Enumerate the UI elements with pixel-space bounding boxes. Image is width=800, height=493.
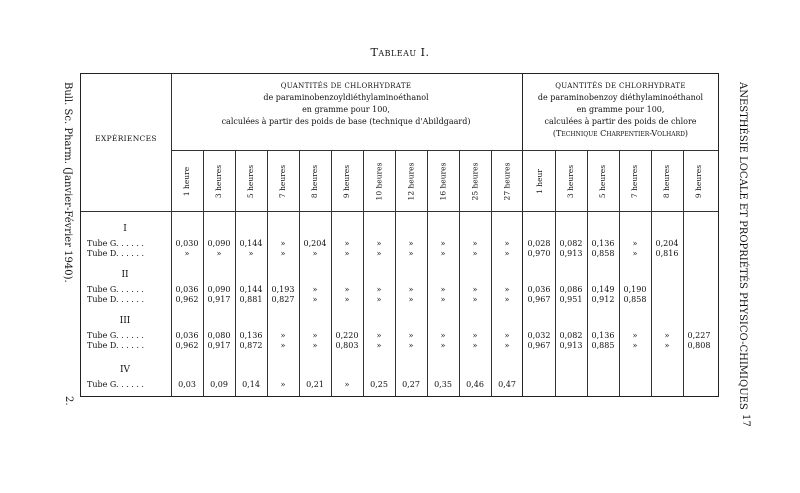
header-bottom-rule [81,211,718,212]
table-cell: » [440,249,446,258]
table-cell: 0,21 [306,380,324,389]
table-cell: » [216,249,222,258]
table-cell: 0,204 [655,239,679,248]
table-cell: » [504,285,510,294]
table-cell: 0,036 [175,285,199,294]
table-cell: 0,967 [527,341,551,350]
hour-header [331,154,363,208]
hour-header [267,154,299,208]
table-cell: » [440,331,446,340]
table-cell: » [312,341,318,350]
table-cell: » [376,285,382,294]
table-cell: 0,858 [591,249,615,258]
table-cell: » [504,341,510,350]
table-cell: » [472,239,478,248]
row-label: Tube D. . . . . . [87,341,144,350]
table-cell: 0,090 [207,285,231,294]
hour-header [427,154,459,208]
table-cell: » [408,239,414,248]
table-cell: » [632,341,638,350]
block1-line3: en gramme pour 100, [302,105,390,114]
table-cell: 0,227 [687,331,711,340]
block2-line1: QUANTITÉS DE CHLORHYDRATE [555,82,686,90]
table-cell: 0,951 [559,295,583,304]
table-cell: 0,827 [271,295,295,304]
row-label: Tube D. . . . . . [87,249,144,258]
table-cell: » [472,331,478,340]
block1-line1: QUANTITÉS DE CHLORHYDRATE [280,82,412,90]
table-cell: 0,816 [655,249,679,258]
table-title: Tableau I. [370,46,430,59]
hour-label: 7 heures [278,164,288,198]
table-cell: 0,808 [687,341,711,350]
table-cell: 0,14 [242,380,260,389]
group-label: III [119,316,131,326]
data-table [80,73,719,397]
table-cell: 0,136 [591,239,615,248]
table-cell: » [664,341,670,350]
table-cell: 0,962 [175,341,199,350]
hour-label: 5 heures [246,164,256,198]
table-cell: 0,962 [175,295,199,304]
table-cell: 0,204 [303,239,327,248]
hour-header [651,154,683,208]
hour-header [171,154,203,208]
table-cell: » [472,295,478,304]
table-cell: 0,913 [559,249,583,258]
signature-mark: 2. [63,396,74,406]
hour-label: 12 heures [406,162,416,200]
table-cell: » [248,249,254,258]
table-cell: 0,144 [239,239,263,248]
hour-label: 9 heures [694,164,704,198]
table-cell: » [344,295,350,304]
hour-label: 1 heur [534,168,544,194]
hour-header [523,154,555,208]
hour-label: 3 heures [214,164,224,198]
table-cell: » [312,285,318,294]
table-cell: » [280,331,286,340]
table-cell: 0,858 [623,295,647,304]
table-cell: » [632,239,638,248]
journal-reference: Bull. Sc. Pharm. (Janvier-Février 1940). [62,82,73,283]
row-label: Tube G. . . . . . [87,285,144,294]
table-cell: » [312,249,318,258]
table-cell: » [280,249,286,258]
group-label: IV [119,365,131,375]
table-cell: » [376,295,382,304]
block1-line2: de paraminobenzoyldiéthylaminoéthanol [263,93,429,102]
table-cell: » [472,285,478,294]
table-cell: 0,082 [559,239,583,248]
table-cell: 0,09 [210,380,228,389]
hour-label: 5 heures [598,164,608,198]
block2-line3: en gramme pour 100, [576,105,665,114]
table-cell: 0,193 [271,285,295,294]
table-cell: 0,885 [591,341,615,350]
table-cell: » [344,380,350,389]
table-cell: 0,086 [559,285,583,294]
table-cell: » [504,249,510,258]
table-cell: 0,03 [178,380,196,389]
hour-label: 25 heures [470,162,480,200]
table-cell: » [408,285,414,294]
block1-line4: calculées à partir des poids de base (technique d'Abildgaard) [221,117,471,126]
hour-label: 9 heures [342,164,352,198]
table-cell: » [664,331,670,340]
table-cell: 0,028 [527,239,551,248]
table-cell: » [440,295,446,304]
table-cell: » [312,295,318,304]
table-cell: 0,220 [335,331,359,340]
table-cell: 0,47 [498,380,516,389]
row-label: Tube G. . . . . . [87,239,144,248]
table-cell: » [376,331,382,340]
experiences-header: EXPÉRIENCES [95,134,157,143]
table-cell: 0,881 [239,295,263,304]
hour-header [491,154,523,208]
table-cell: 0,036 [175,331,199,340]
table-cell: » [472,249,478,258]
table-cell: » [472,341,478,350]
hour-header [203,154,235,208]
table-cell: » [376,239,382,248]
table-cell: » [440,285,446,294]
table-cell: » [312,331,318,340]
running-header: ANESTHÉSIE LOCALE ET PROPRIÉTÉS PHYSICO-CHIMIQUES [737,82,748,410]
row-label: Tube G. . . . . . [87,331,144,340]
table-cell: » [408,341,414,350]
table-cell: 0,136 [239,331,263,340]
table-cell: 0,149 [591,285,615,294]
table-cell: 0,144 [239,285,263,294]
table-cell: » [504,331,510,340]
table-cell: 0,032 [527,331,551,340]
table-cell: 0,917 [207,295,231,304]
table-cell: » [184,249,190,258]
table-cell: 0,082 [559,331,583,340]
table-cell: 0,27 [402,380,420,389]
table-cell: » [408,249,414,258]
table-cell: 0,912 [591,295,615,304]
table-cell: 0,25 [370,380,388,389]
table-cell: 0,35 [434,380,452,389]
table-cell: » [632,249,638,258]
table-cell: 0,190 [623,285,647,294]
table-cell: » [632,331,638,340]
table-cell: » [280,380,286,389]
table-cell: 0,913 [559,341,583,350]
table-cell: » [440,341,446,350]
block2-header [523,80,718,140]
page-number: 17 [740,414,751,427]
hour-label: 10 heures [374,162,384,200]
header-rule [171,150,718,151]
row-label: Tube D. . . . . . [87,295,144,304]
table-cell: 0,036 [527,285,551,294]
hour-header [683,154,715,208]
hour-label: 27 heures [502,162,512,200]
group-label: I [123,224,127,234]
table-cell: » [504,295,510,304]
table-cell: » [376,249,382,258]
table-cell: » [376,341,382,350]
table-cell: » [344,285,350,294]
group-label: II [121,270,129,280]
hour-label: 8 heures [662,164,672,198]
table-cell: » [408,331,414,340]
block2-line5: (Technique Charpentier-Volhard) [552,129,689,138]
hour-label: 8 heures [310,164,320,198]
table-cell: 0,803 [335,341,359,350]
table-cell: 0,967 [527,295,551,304]
hour-header [459,154,491,208]
table-cell: 0,917 [207,341,231,350]
table-cell: 0,970 [527,249,551,258]
hour-header [363,154,395,208]
hour-label: 7 heures [630,164,640,198]
hour-label: 3 heures [566,164,576,198]
table-cell: » [280,341,286,350]
hour-header [619,154,651,208]
table-cell: 0,090 [207,239,231,248]
hour-header [555,154,587,208]
table-cell: 0,136 [591,331,615,340]
table-cell: » [440,239,446,248]
hour-header [395,154,427,208]
table-cell: 0,872 [239,341,263,350]
hour-label: 1 heure [182,166,192,196]
hour-header [587,154,619,208]
block2-line4: calculées à partir des poids de chlore [544,117,697,126]
block2-line2: de paraminobenzoy diéthylaminoéthanol [537,93,704,102]
table-cell: » [408,295,414,304]
table-cell: 0,080 [207,331,231,340]
table-cell: » [280,239,286,248]
hour-header [235,154,267,208]
table-cell: 0,030 [175,239,199,248]
block1-header [171,80,521,128]
table-cell: 0,46 [466,380,484,389]
row-label: Tube G. . . . . . [87,380,144,389]
hour-header [299,154,331,208]
table-cell: » [504,239,510,248]
hour-label: 16 heures [438,162,448,200]
table-cell: » [344,249,350,258]
table-cell: » [344,239,350,248]
